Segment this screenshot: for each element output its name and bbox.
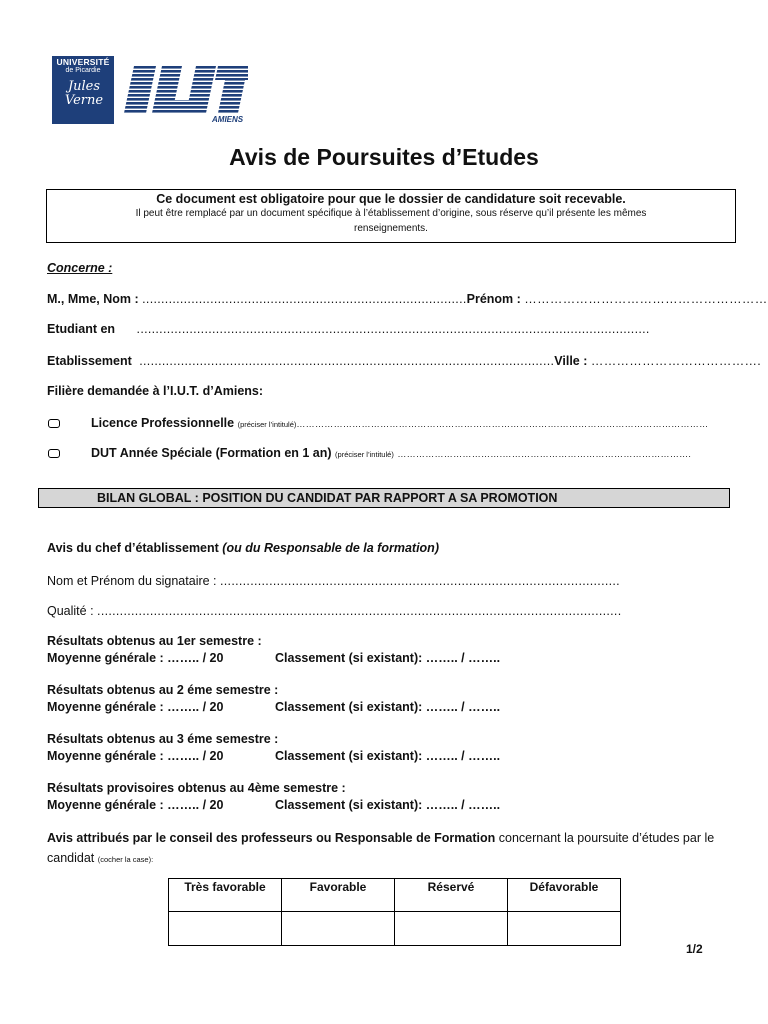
- nom-field[interactable]: ......................................................................................: [142, 292, 467, 306]
- qualite-field[interactable]: ...........................................................................................................................................: [97, 604, 622, 618]
- prenom-field[interactable]: …………………………………………………: [524, 292, 768, 306]
- result-classement[interactable]: Classement (si existant): …….. / ……..: [275, 749, 501, 763]
- etudiant-label: Etudiant en: [47, 322, 116, 336]
- result-moyenne[interactable]: Moyenne générale : …….. / 20: [47, 651, 224, 665]
- result-moyenne[interactable]: Moyenne générale : …….. / 20: [47, 798, 224, 812]
- qualite-label: Qualité :: [47, 604, 94, 618]
- avis-chef-italic: (ou du Responsable de la formation): [222, 541, 439, 555]
- universite-logo: [52, 56, 114, 124]
- opinion-header-cell: Très favorable: [169, 879, 282, 912]
- logo-university-signature: Jules Verne: [64, 79, 104, 108]
- conseil-bold: Avis attribués par le conseil des professeurs ou Responsable de Formation: [47, 831, 496, 845]
- opinion-checkbox-cell[interactable]: [169, 912, 282, 946]
- etablissement-row[interactable]: [47, 354, 761, 368]
- notice-line2: Il peut être remplacé par un document spécifique à l’établissement d’origine, sous réserve qu’il présente les mêmes renseignements.: [135, 208, 647, 234]
- dut-note: (préciser l’intitulé): [335, 450, 394, 459]
- iut-logo: [120, 66, 248, 124]
- result-classement[interactable]: Classement (si existant): …….. / ……..: [275, 798, 501, 812]
- signataire-label: Nom et Prénom du signataire :: [47, 574, 217, 588]
- conseil-text: [47, 828, 727, 870]
- notice-box: [46, 189, 736, 243]
- etudiant-row[interactable]: [47, 322, 650, 336]
- result-moyenne[interactable]: Moyenne générale : …….. / 20: [47, 749, 224, 763]
- opinion-table: [168, 878, 621, 946]
- etablissement-label: Etablissement: [47, 354, 132, 368]
- opinion-header-cell: Défavorable: [508, 879, 621, 912]
- licence-checkbox[interactable]: [48, 419, 60, 428]
- concerne-label: [47, 261, 112, 275]
- prenom-label: Prénom :: [466, 292, 521, 306]
- etablissement-field[interactable]: ..............................................................................................................: [139, 354, 555, 368]
- result-moyenne[interactable]: Moyenne générale : …….. / 20: [47, 700, 224, 714]
- logo-university-line1: UNIVERSITÉ: [56, 57, 110, 67]
- signataire-row[interactable]: [47, 574, 620, 588]
- concerne-text: Concerne :: [47, 261, 113, 275]
- logo-university-line2: de Picardie: [65, 67, 101, 74]
- result-title: Résultats obtenus au 1er semestre :: [47, 634, 262, 648]
- signataire-field[interactable]: ..........................................................................................................: [220, 574, 620, 588]
- licence-label: Licence Professionnelle: [91, 416, 235, 430]
- filiere-label: Filière demandée à l’I.U.T. d’Amiens:: [47, 384, 264, 398]
- result-title: Résultats provisoires obtenus au 4ème semestre :: [47, 781, 346, 795]
- avis-chef-label: Avis du chef d’établissement: [47, 541, 219, 555]
- result-title: Résultats obtenus au 3 éme semestre :: [47, 732, 279, 746]
- notice-line1: Ce document est obligatoire pour que le dossier de candidature soit recevable.: [156, 192, 626, 206]
- dut-label: DUT Année Spéciale (Formation en 1 an): [91, 446, 332, 460]
- qualite-row[interactable]: [47, 604, 621, 618]
- opinion-checkbox-row: [169, 912, 621, 946]
- ville-label: Ville :: [554, 354, 588, 368]
- ville-field[interactable]: ………………………………….: [590, 354, 762, 368]
- conseil-normal: concernant la poursuite d’études par le candidat: [47, 831, 715, 865]
- opinion-header-cell: Favorable: [282, 879, 395, 912]
- opinion-checkbox-cell[interactable]: [508, 912, 621, 946]
- result-title: Résultats obtenus au 2 éme semestre :: [47, 683, 279, 697]
- result-classement[interactable]: Classement (si existant): …….. / ……..: [275, 700, 501, 714]
- licence-row: [91, 416, 708, 430]
- conseil-note: (cocher la case):: [97, 855, 154, 864]
- dut-checkbox[interactable]: [48, 449, 60, 458]
- opinion-header-cell: Réservé: [395, 879, 508, 912]
- licence-field[interactable]: ………………………………………………………………………….…………………………………………: [296, 419, 709, 429]
- licence-note: (préciser l’intitulé): [237, 420, 297, 429]
- dut-row: [91, 446, 691, 460]
- opinion-header-row: [169, 879, 621, 912]
- page-number: 1/2: [686, 942, 703, 956]
- opinion-checkbox-cell[interactable]: [282, 912, 395, 946]
- nom-prenom-row[interactable]: [47, 292, 768, 306]
- bilan-global-band: BILAN GLOBAL : POSITION DU CANDIDAT PAR RAPPORT A SA PROMOTION: [38, 488, 730, 508]
- etudiant-field[interactable]: ........................................................................................................................................: [136, 322, 650, 336]
- iut-logo-subtitle: AMIENS: [212, 115, 244, 124]
- page-title: Avis de Poursuites d’Etudes: [229, 144, 539, 170]
- dut-field[interactable]: …………………………….…………………………………………………….: [397, 449, 692, 459]
- nom-label: M., Mme, Nom :: [47, 292, 139, 306]
- opinion-checkbox-cell[interactable]: [395, 912, 508, 946]
- result-classement[interactable]: Classement (si existant): …….. / ……..: [275, 651, 501, 665]
- avis-chef-row: [47, 541, 439, 555]
